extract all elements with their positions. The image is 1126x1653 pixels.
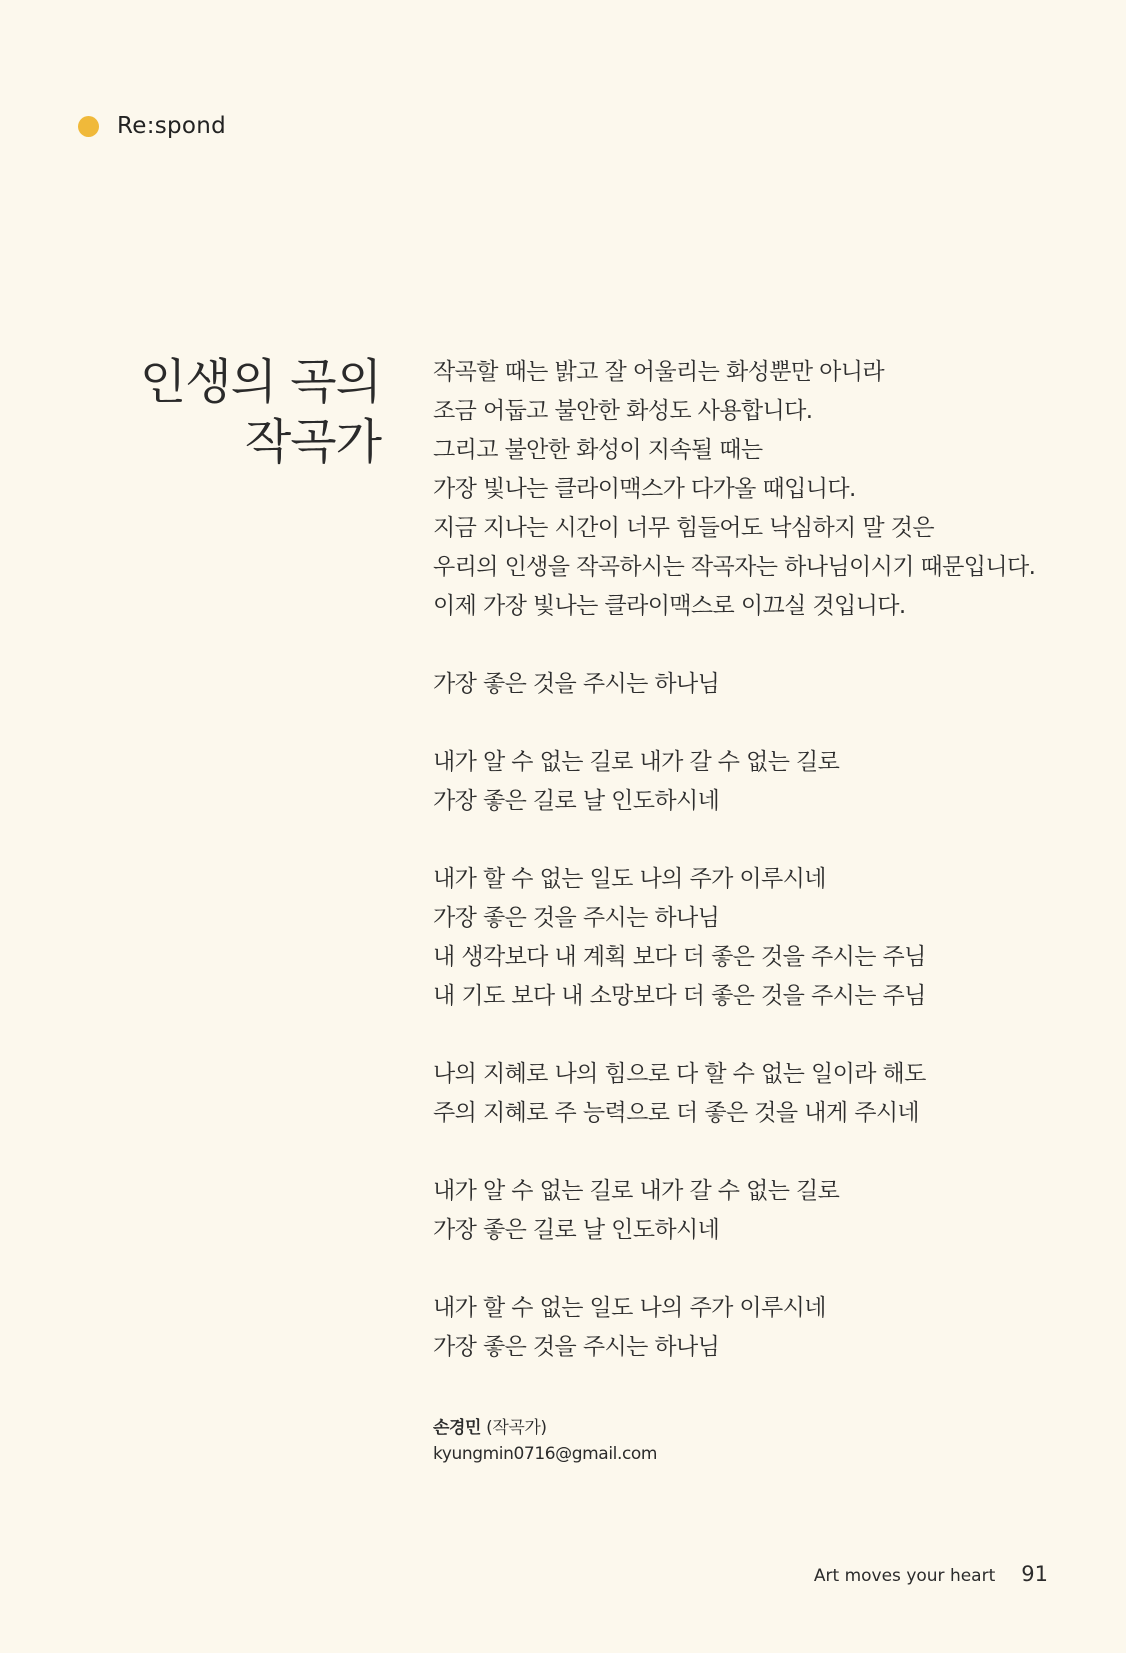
stanza-line: 가장 빛나는 클라이맥스가 다가올 때입니다.: [433, 476, 856, 502]
stanza-line: 가장 좋은 것을 주시는 하나님: [433, 671, 720, 697]
author-name: 손경민: [433, 1418, 482, 1438]
stanza-line: 내가 알 수 없는 길로 내가 갈 수 없는 길로: [433, 1178, 840, 1204]
stanza-line: 조금 어둡고 불안한 화성도 사용합니다.: [433, 398, 813, 424]
stanza-line: 가장 좋은 길로 날 인도하시네: [433, 788, 720, 814]
stanza-line: 내가 할 수 없는 일도 나의 주가 이루시네: [433, 866, 826, 892]
page-footer: [814, 1562, 1048, 1586]
stanza-line: 내 기도 보다 내 소망보다 더 좋은 것을 주시는 주님: [433, 983, 926, 1009]
stanza: [433, 665, 1093, 704]
stanza-line: 지금 지나는 시간이 너무 힘들어도 낙심하지 말 것은: [433, 515, 934, 541]
stanza-line: 내가 알 수 없는 길로 내가 갈 수 없는 길로: [433, 749, 840, 775]
stanza: [433, 353, 1093, 626]
stanza: [433, 1172, 1093, 1250]
stanza: [433, 860, 1093, 1016]
page-number: 91: [1021, 1562, 1048, 1586]
stanza: [433, 1289, 1093, 1367]
stanza-line: 내가 할 수 없는 일도 나의 주가 이루시네: [433, 1295, 826, 1321]
stanza-line: 그리고 불안한 화성이 지속될 때는: [433, 437, 763, 463]
section-tag: [78, 113, 226, 139]
stanza-line: 우리의 인생을 작곡하시는 작곡자는 하나님이시기 때문입니다.: [433, 554, 1036, 580]
stanza-line: 주의 지혜로 주 능력으로 더 좋은 것을 내게 주시네: [433, 1100, 920, 1126]
author-block: [433, 1415, 657, 1467]
section-dot-icon: [78, 116, 99, 137]
footer-tagline: Art moves your heart: [813, 1566, 996, 1586]
stanza-line: 작곡할 때는 밝고 잘 어울리는 화성뿐만 아니라: [433, 359, 885, 385]
stanza-line: 이제 가장 빛나는 클라이맥스로 이끄실 것입니다.: [433, 593, 906, 619]
section-label: Re:spond: [117, 113, 227, 139]
stanza: [433, 1055, 1093, 1133]
author-role: (작곡가): [486, 1418, 547, 1438]
article-title: [140, 352, 381, 472]
article-title-line-2: 작곡가: [244, 414, 381, 470]
stanza: [433, 743, 1093, 821]
stanza-line: 가장 좋은 것을 주시는 하나님: [433, 1334, 720, 1360]
author-email: kyungmin0716@gmail.com: [433, 1444, 658, 1464]
stanza-line: 가장 좋은 길로 날 인도하시네: [433, 1217, 720, 1243]
article-title-line-1: 인생의 곡의: [139, 354, 381, 410]
stanza-line: 가장 좋은 것을 주시는 하나님: [433, 905, 720, 931]
article-body: [433, 353, 1093, 1406]
stanza-line: 나의 지혜로 나의 힘으로 다 할 수 없는 일이라 해도: [433, 1061, 926, 1087]
stanza-line: 내 생각보다 내 계획 보다 더 좋은 것을 주시는 주님: [433, 944, 926, 970]
